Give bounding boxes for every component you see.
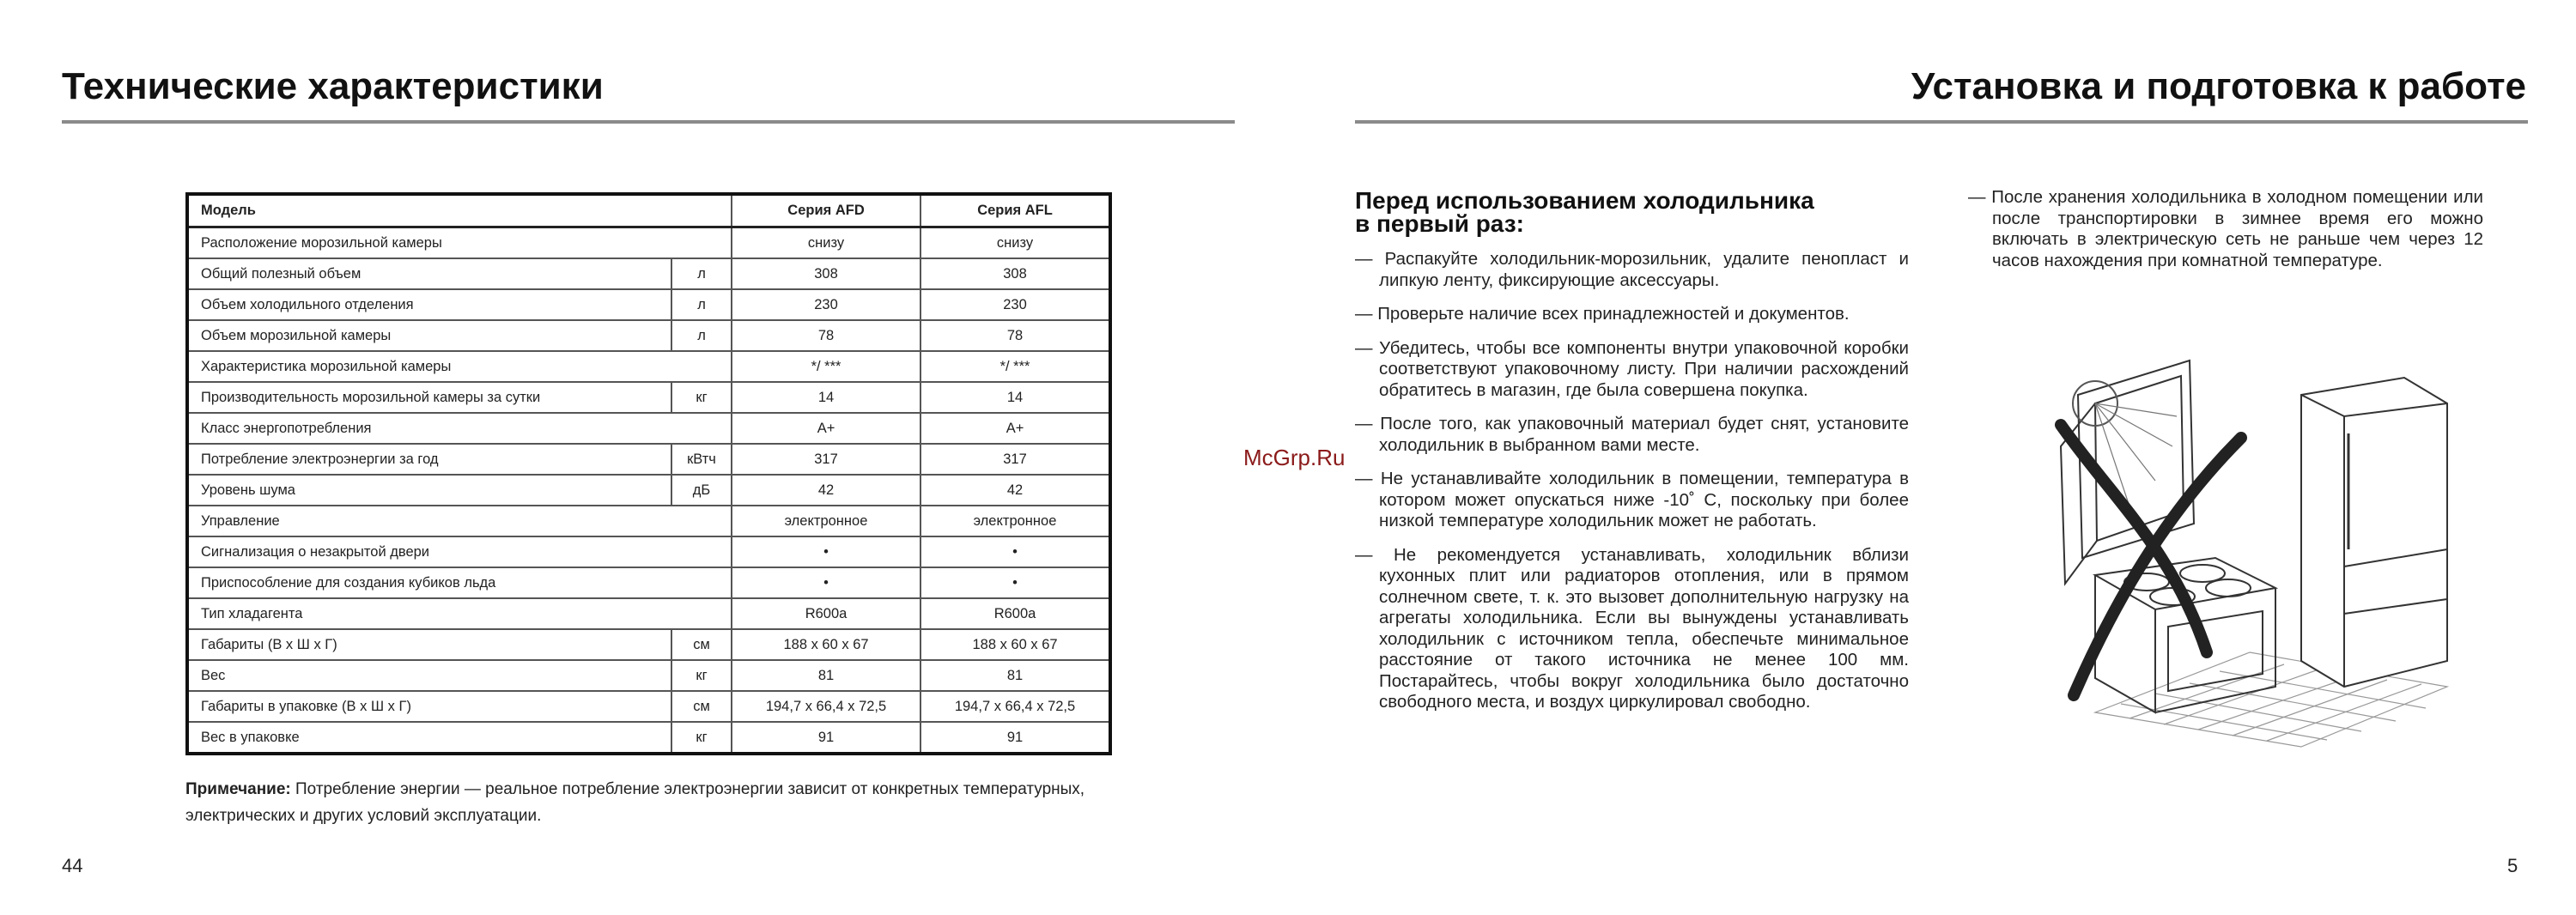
table-row [187, 227, 1110, 259]
instruction-item: — Распакуйте холодильник-морозильник, удалите пенопласт и липкую ленту, фиксирующие аксессуары. [1355, 249, 1909, 290]
row-value-afd: • [732, 536, 920, 567]
instruction-item: — Не рекомендуется устанавливать, холодильник вблизи кухонных плит или радиаторов отопления, или в прямом солнечном свете, т. к. это вызовет дополнительную нагрузку на агрегаты холодильника. Если вы вынуждены устанавливать холодильник с источником тепла, обеспечьте минимальное расстояние от такого источника не менее 100 мм. Постарайтесь, чтобы вокруг холодильника было достаточно свободного места, и воздух циркулировал свободно. [1355, 544, 1909, 712]
row-value-afl: 230 [920, 289, 1110, 320]
table-row [187, 598, 1110, 629]
row-value-afd: 188 х 60 х 67 [732, 629, 920, 660]
table-row [187, 567, 1110, 598]
row-value-afd: 81 [732, 660, 920, 691]
left-page-title: Технические характеристики [62, 65, 604, 107]
window-drawing [2061, 361, 2194, 584]
table-row [187, 444, 1110, 475]
row-value-afl: • [920, 567, 1110, 598]
header-afd: Серия AFD [732, 194, 920, 227]
row-label: Класс энергопотребления [187, 413, 732, 444]
row-unit: см [671, 691, 732, 722]
row-label: Тип хладагента [187, 598, 732, 629]
left-title-rule [62, 120, 1235, 124]
row-value-afd: 230 [732, 289, 920, 320]
note-label: Примечание: [185, 780, 291, 798]
row-value-afl: снизу [920, 227, 1110, 259]
table-row [187, 475, 1110, 506]
table-row [187, 289, 1110, 320]
table-row [187, 506, 1110, 536]
table-row [187, 691, 1110, 722]
row-value-afd: 14 [732, 382, 920, 413]
row-unit: кг [671, 722, 732, 754]
instruction-item: — После хранения холодильника в холодном помещении или после транспортировки в зимнее время его можно включать в электрическую сеть не раньше чем через 12 часов нахождения при комнатной температуре. [1968, 187, 2483, 270]
row-value-afl: A+ [920, 413, 1110, 444]
row-label: Вес в упаковке [187, 722, 671, 754]
right-title-rule [1355, 120, 2528, 124]
placement-illustration [2044, 343, 2456, 755]
watermark: McGrp.Ru [1243, 445, 1346, 470]
row-label: Производительность морозильной камеры за сутки [187, 382, 671, 413]
row-value-afd: */ *** [732, 351, 920, 382]
row-label: Габариты в упаковке (В х Ш х Г) [187, 691, 671, 722]
table-row [187, 660, 1110, 691]
row-value-afd: R600a [732, 598, 920, 629]
row-label: Габариты (В х Ш х Г) [187, 629, 671, 660]
row-value-afd: A+ [732, 413, 920, 444]
header-model: Модель [187, 194, 732, 227]
table-row [187, 536, 1110, 567]
row-value-afl: 91 [920, 722, 1110, 754]
row-label: Управление [187, 506, 732, 536]
fridge-drawing [2301, 378, 2447, 687]
row-label: Объем холодильного отделения [187, 289, 671, 320]
row-unit: см [671, 629, 732, 660]
row-value-afd: 194,7 х 66,4 х 72,5 [732, 691, 920, 722]
row-value-afd: электронное [732, 506, 920, 536]
table-row [187, 413, 1110, 444]
table-row [187, 629, 1110, 660]
row-label: Уровень шума [187, 475, 671, 506]
table-note [185, 776, 1113, 829]
section-subheading: Перед использованием холодильника в первый раз: [1355, 187, 1814, 237]
row-unit: л [671, 320, 732, 351]
stove-drawing [2095, 558, 2275, 712]
row-value-afl: 42 [920, 475, 1110, 506]
row-value-afd: 42 [732, 475, 920, 506]
table-row [187, 382, 1110, 413]
row-label: Сигнализация о незакрытой двери [187, 536, 732, 567]
row-label: Характеристика морозильной камеры [187, 351, 732, 382]
table-row [187, 722, 1110, 754]
instruction-item: — Не устанавливайте холодильник в помещении, температура в котором может опускаться ниже -10˚ С, поскольку при более низкой температуре холодильник может не работать. [1355, 469, 1909, 530]
row-value-afl: 81 [920, 660, 1110, 691]
row-value-afl: 78 [920, 320, 1110, 351]
row-label: Общий полезный объем [187, 258, 671, 289]
row-value-afl: 14 [920, 382, 1110, 413]
row-value-afl: R600a [920, 598, 1110, 629]
table-row [187, 351, 1110, 382]
row-label: Вес [187, 660, 671, 691]
row-label: Объем морозильной камеры [187, 320, 671, 351]
left-page-number: 44 [62, 855, 83, 876]
row-value-afd: 91 [732, 722, 920, 754]
row-value-afl: 188 х 60 х 67 [920, 629, 1110, 660]
row-value-afl: 308 [920, 258, 1110, 289]
row-value-afl: */ *** [920, 351, 1110, 382]
row-value-afd: • [732, 567, 920, 598]
instructions-column-1 [1355, 249, 1909, 726]
instruction-item: — После того, как упаковочный материал будет снят, установите холодильник в выбранном вами месте. [1355, 414, 1909, 455]
row-value-afl: 194,7 х 66,4 х 72,5 [920, 691, 1110, 722]
row-value-afd: 308 [732, 258, 920, 289]
row-value-afl: • [920, 536, 1110, 567]
row-label: Потребление электроэнергии за год [187, 444, 671, 475]
row-value-afd: снизу [732, 227, 920, 259]
row-label: Расположение морозильной камеры [187, 227, 732, 259]
row-unit: кг [671, 660, 732, 691]
row-unit: дБ [671, 475, 732, 506]
row-value-afl: 317 [920, 444, 1110, 475]
row-value-afd: 78 [732, 320, 920, 351]
header-afl: Серия AFL [920, 194, 1110, 227]
row-value-afd: 317 [732, 444, 920, 475]
spec-table [185, 192, 1112, 755]
row-label: Приспособление для создания кубиков льда [187, 567, 732, 598]
note-text: Потребление энергии — реальное потребление электроэнергии зависит от конкретных температурных, электрических и других условий эксплуатации. [185, 780, 1085, 825]
row-unit: л [671, 289, 732, 320]
row-unit: кВтч [671, 444, 732, 475]
right-page-title: Установка и подготовка к работе [1911, 65, 2526, 107]
instructions-column-2 [1968, 187, 2483, 284]
table-row [187, 320, 1110, 351]
row-unit: кг [671, 382, 732, 413]
right-page-number: 5 [2507, 855, 2518, 876]
table-header-row [187, 194, 1110, 227]
row-unit: л [671, 258, 732, 289]
row-value-afl: электронное [920, 506, 1110, 536]
instruction-item: — Проверьте наличие всех принадлежностей и документов. [1355, 304, 1850, 324]
table-row [187, 258, 1110, 289]
instruction-item: — Убедитесь, чтобы все компоненты внутри упаковочной коробки соответствуют упаковочному листу. При наличии расхождений обратитесь в магазин, где была совершена покупка. [1355, 337, 1909, 400]
